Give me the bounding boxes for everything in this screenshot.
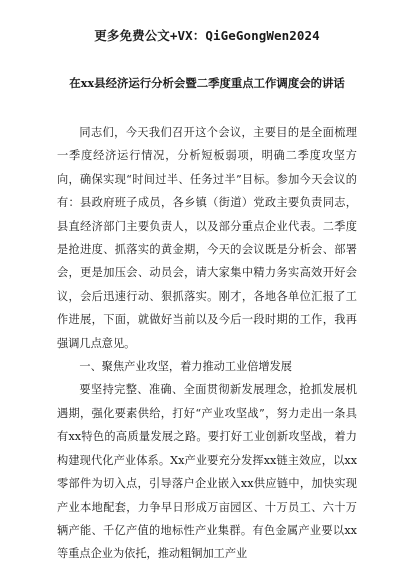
document-body: [57, 121, 357, 566]
document-title: 在xx县经济运行分析会暨二季度重点工作调度会的讲话: [69, 76, 345, 90]
section-heading-1: 一、聚焦产业攻坚，着力推动工业倍增发展: [79, 360, 292, 374]
header-note: 更多免费公文+VX：QiGeGongWen2024: [94, 28, 320, 43]
section-1-paragraph: 要坚持完整、准确、全面贯彻新发展理念，抢抓发展机遇期，强化要素供给，打好“产业攻坚战”，努力走出一条具有xx特色的高质量发展之路。要打好工业创新攻坚战，着力构建现代化产业体系。Xx产业要充分发挥xx链主效应，以xx零部件为切入点，引导落户企业嵌入xx供应链中，加快实现产业本地配套，力争早日形成万亩园区、十万员工、六十万辆产能、千亿产值的地标性产业集群。有色金属产业要以xx等重点企业为依托，推动粗铜加工产业: [57, 383, 357, 561]
opening-paragraph: 同志们，今天我们召开这个会议，主要目的是全面梳理一季度经济运行情况，分析短板弱项，明确二季度攻坚方向，确保实现“时间过半、任务过半”目标。参加今天会议的有：县政府班子成员，各乡镇（街道）党政主要负责同志，县直经济部门主要负责人，以及部分重点企业代表。二季度是抢进度、抓落实的黄金期，今天的会议既是分析会、部署会，更是加压会、动员会，请大家集中精力务实高效开好会议，会后迅速行动、狠抓落实。刚才，各地各单位汇报了工作进展，下面，就做好当前以及今后一段时期的工作，我再强调几点意见。: [57, 126, 357, 350]
